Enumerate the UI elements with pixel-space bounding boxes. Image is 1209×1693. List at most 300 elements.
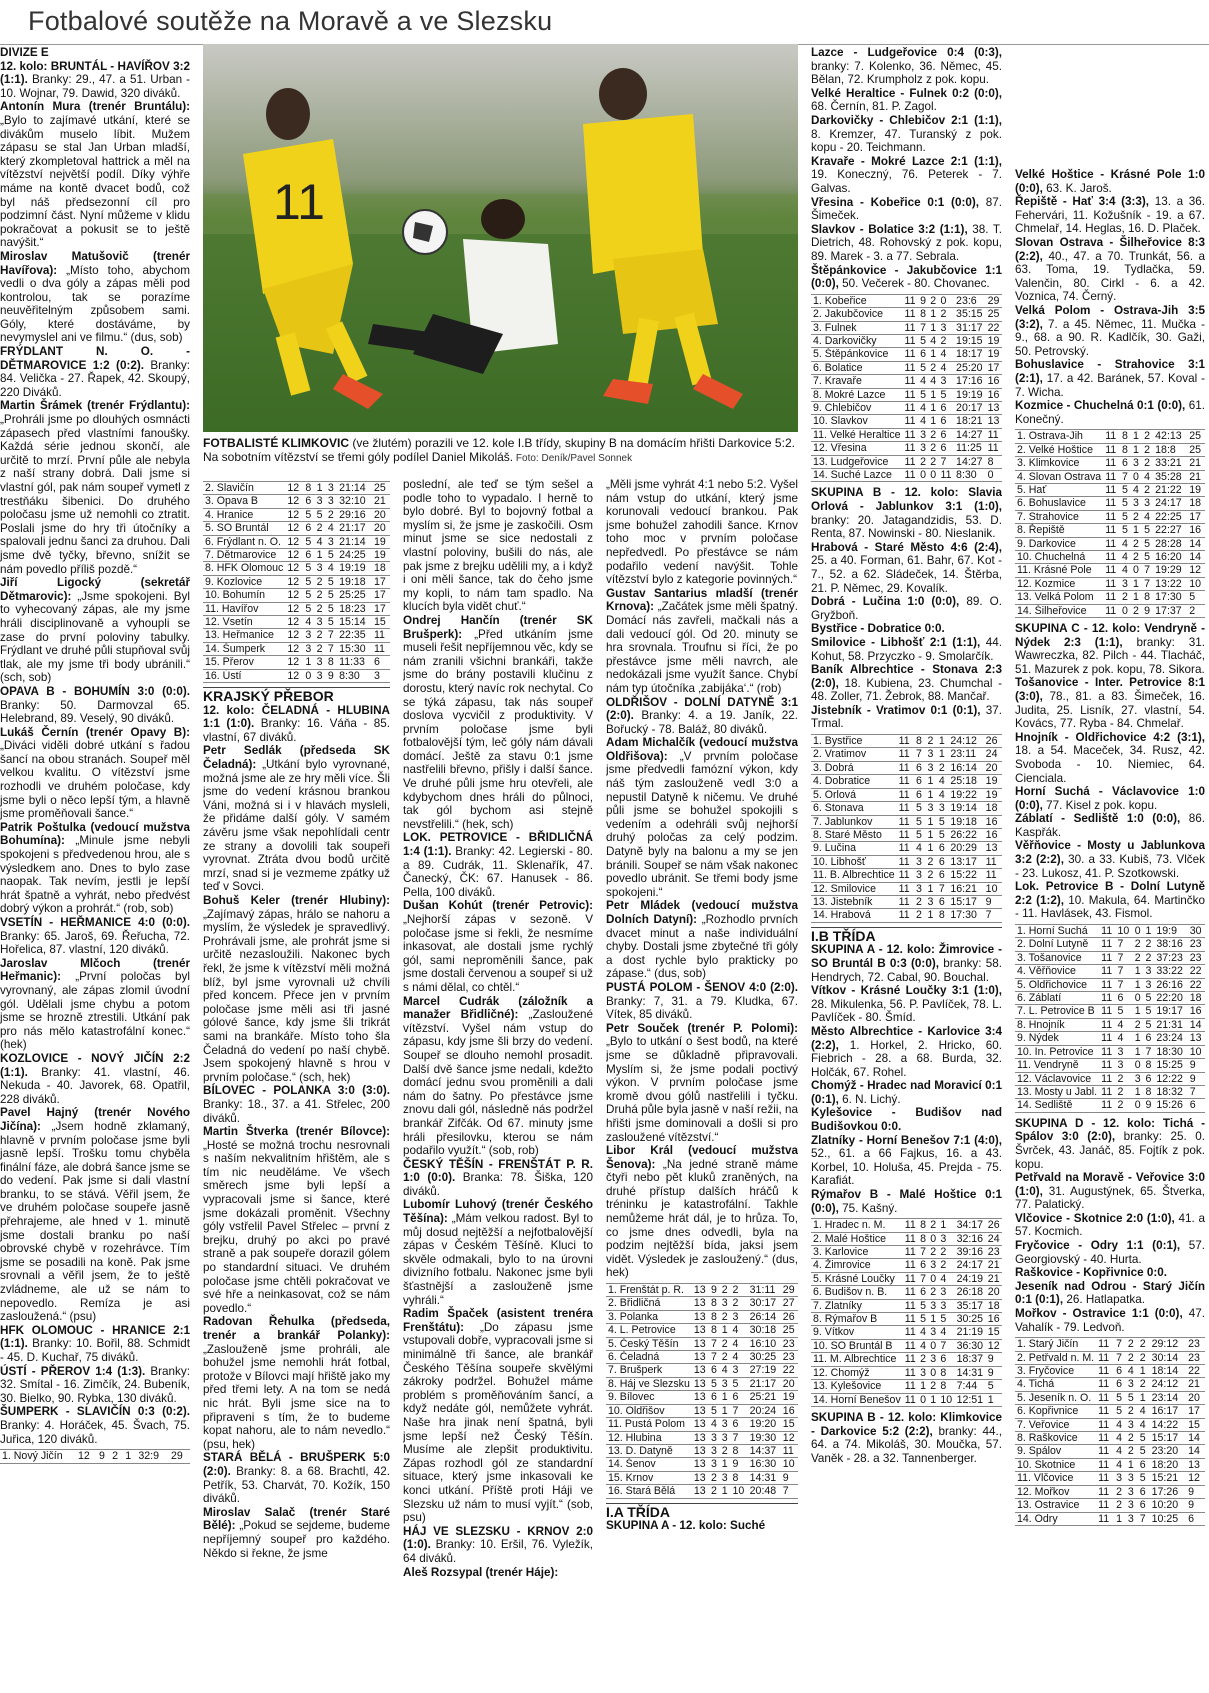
table-cell: 16 — [986, 1313, 1002, 1326]
table-cell: 5 — [1142, 537, 1153, 550]
table-cell: 5 — [918, 1299, 928, 1312]
table-cell: 24 — [984, 748, 1002, 761]
table-cell: 6 — [1138, 1485, 1150, 1498]
report-lead: Raškovice - Kopřivnice 0:0. — [1015, 1266, 1168, 1280]
report-lead: OPAVA B - BOHUMÍN 3:0 (0:0). — [0, 684, 190, 698]
table-cell: 12 — [285, 629, 303, 642]
table-cell: 4 — [709, 1418, 720, 1431]
report-paragraph — [403, 1525, 593, 1566]
table-cell: 19 — [372, 535, 390, 548]
table-cell: 4 — [326, 562, 337, 575]
team-name: 10. Bohumín — [203, 589, 285, 602]
table-cell: 2 — [709, 1471, 720, 1484]
table-cell: 5 — [1114, 1405, 1126, 1418]
table-cell: 8 — [1142, 591, 1153, 604]
table-cell: 33:22 — [1154, 965, 1187, 978]
table-cell: 11 — [1103, 550, 1120, 563]
column-krajsky-prebor-2 — [403, 478, 593, 1693]
team-name: 3. Tošanovice — [1015, 951, 1099, 964]
team-name: 8. Háj ve Slezsku — [608, 1377, 690, 1390]
table-cell: 4 — [938, 1326, 954, 1339]
team-name: 10. In. Petrovice — [1015, 1045, 1099, 1058]
table-cell: 1 — [925, 909, 936, 922]
table-cell: 6 — [918, 1259, 928, 1272]
table-cell: 1 — [1144, 925, 1155, 938]
report-lead: Lubomír Luhový (trenér Českého Těšína): — [403, 1198, 593, 1226]
ib-group-d-results — [1015, 1117, 1205, 1335]
table-cell: 18:21 — [954, 415, 986, 428]
report-text: „Hosté se možná trochu nesrovnali s naším nekvalitním hřištěm, ale s tím nic neuděláme. Ve všech směrech jsme byli lepší a vypracovali jsme si šance, které jsme dokázali proměnit. Všechny góly vstřelil Pavel Střelec – první z brejku, druhý po akci po pravé straně a pak soupeře dorazil gólem po standardní situaci. Ve druhém poločase jsme chtěli pokračovat ve své hře a neinkasovat, což se nám povedlo.“ — [203, 1138, 390, 1315]
table-cell: 22 — [781, 1364, 798, 1377]
report-lead: HFK OLOMOUC - HRANICE 2:1 (1:1). — [0, 1323, 190, 1351]
table-cell: 6 — [709, 1391, 720, 1404]
team-name: 13. D. Datyně — [606, 1444, 692, 1457]
table-row — [811, 1286, 1002, 1299]
table-cell: 14 — [1188, 1018, 1205, 1031]
report-paragraph — [811, 87, 1002, 114]
standings-table — [0, 1449, 190, 1463]
table-row — [1015, 978, 1205, 991]
table-row — [203, 535, 390, 548]
report-text: Branky: 18., 37. a 41. Střelec, 200 diváků. — [203, 1097, 390, 1125]
table-cell: 4 — [937, 775, 948, 788]
column-divize — [0, 46, 190, 1693]
team-name: 5. Krásné Loučky — [811, 1272, 903, 1285]
table-cell: 12 — [285, 482, 303, 495]
table-cell: 5 — [1138, 1445, 1150, 1458]
team-name: 6. Kopřivnice — [1015, 1405, 1096, 1418]
report-text: „V prvním poločase jsme předvedli famózní výkon, kdy náš tým zaslouženě vedl 3:0 a nepustil Datyně k ničemu. Ve druhé půli jsme se bohužel spokojili s vedením a odehráli svůj nejhorší druhý poločas za celý podzim. Datyně byly na balonu a my se jen bránili. Soupeř se nám však nakonec povedlo ubránit. Se třemi body jsme spokojeni.“ — [606, 749, 798, 899]
table-cell: 6 — [939, 428, 955, 441]
table-cell: 11 — [1096, 1378, 1114, 1391]
table-row — [811, 869, 1002, 882]
report-paragraph — [811, 264, 1002, 291]
report-lead: ČESKÝ TĚŠÍN - FRENŠTÁT P. R. 1:0 (0:0). — [403, 1157, 593, 1185]
report-paragraph — [811, 155, 1002, 196]
table-cell: 7 — [1120, 470, 1131, 483]
team-name: 7. Dětmarovice — [203, 549, 285, 562]
table-row — [811, 882, 1002, 895]
table-cell: 15 — [1186, 1418, 1205, 1431]
table-cell: 2 — [918, 455, 928, 468]
team-name: 5. Orlová — [811, 788, 897, 801]
report-text: 68. Černín, 81. P. Zagol. — [811, 100, 937, 114]
table-cell: 5 — [1120, 510, 1131, 523]
table-row — [1015, 1059, 1205, 1072]
table-cell: 7 — [1115, 965, 1132, 978]
table-cell: 2 — [1142, 457, 1153, 470]
team-name: 13. Kylešovice — [811, 1380, 903, 1393]
report-text: 52., 61. a 66 Fajkus, 16. a 43. Korbel, 10. Holuša, 45. Prejda - 75. Karafiát. — [811, 1147, 1002, 1188]
report-lead: Smilovice - Libhošť 2:1 (1:1), — [811, 635, 981, 649]
report-text: 18. a 54. Maceček, 34. Rusz, 42. Svoboda - 10. Niemiec, 64. Cienciala. — [1015, 744, 1205, 785]
report-paragraph — [0, 957, 190, 1052]
table-cell: 25:20 — [954, 361, 986, 374]
report-lead: Baník Albrechtice - Stonava 2:3 (2:0), — [811, 663, 1002, 690]
table-cell: 11 — [897, 882, 914, 895]
table-cell: 3 — [303, 629, 314, 642]
report-lead: 12. kolo: BRUNTÁL - HAVÍŘOV 3:2 (1:1). — [0, 59, 190, 87]
table-row — [1015, 965, 1205, 978]
table-cell: 11 — [897, 828, 914, 841]
team-name: 7. Kravaře — [811, 375, 903, 388]
caption-text: (ve žlutém) porazili ve 12. kole I.B třídy, skupiny B na domácím hřišti Darkovice 5:2. Na sobotním vítězství se třemi góly podílel Daniel Mikoláš. — [203, 436, 795, 464]
table-cell: 11 — [903, 1272, 918, 1285]
standings-table — [203, 481, 390, 683]
table-cell: 5 — [937, 828, 948, 841]
table-cell: 16 — [1187, 524, 1205, 537]
team-name: 5. Jeseník n. O. — [1015, 1391, 1096, 1404]
report-lead: Fryčovice - Odry 1:1 (0:1), — [1015, 1239, 1181, 1253]
table-cell: 3 — [1126, 1472, 1138, 1485]
table-row — [811, 334, 1002, 347]
table-cell: 33:21 — [1153, 457, 1187, 470]
table-cell: 13 — [1186, 1458, 1205, 1471]
report-paragraph — [0, 1106, 190, 1324]
table-cell: 25 — [986, 308, 1002, 321]
table-row — [1015, 1405, 1205, 1418]
table-cell: 3 — [326, 495, 337, 508]
report-text: Branky: 10. Bořil, 88. Schmidt - 45. D. Kuchař, 75 diváků. — [0, 1337, 190, 1364]
report-paragraph — [0, 576, 190, 685]
report-lead: Miroslav Salač (trenér Staré Bělé): — [203, 1505, 390, 1533]
table-cell: 11 — [986, 442, 1002, 455]
report-lead: Slovan Ostrava - Šilheřovice 8:3 (2:2), — [1015, 235, 1205, 263]
table-row — [1015, 1365, 1205, 1378]
report-text: Branky: 7, 31. a 79. Kludka, 67. Vítek, 85 diváků. — [606, 994, 798, 1022]
team-name: 8. Rýmařov B — [811, 1313, 903, 1326]
team-name: 14. Horní Benešov — [813, 1393, 901, 1406]
report-text: 47. Vahalík - 79. Ledvoň. — [1015, 1307, 1205, 1334]
report-text: 10. Makula, 64. Martinčko - 11. Havlásek, 43. Fismol. — [1015, 893, 1205, 921]
krajsky-prebor-table — [606, 1283, 798, 1499]
table-cell: 1 — [925, 882, 936, 895]
table-cell: 12 — [781, 1431, 798, 1444]
table-cell: 3 — [1126, 1378, 1138, 1391]
table-cell: 23:11 — [948, 748, 983, 761]
table-cell: 23 — [986, 1246, 1002, 1259]
table-row — [811, 909, 1002, 922]
report-lead: Libor Král (vedoucí mužstva Šenova): — [606, 1144, 798, 1171]
table-cell: 11 — [1099, 978, 1115, 991]
table-cell: 1 — [1131, 577, 1142, 590]
report-paragraph — [811, 196, 1002, 223]
table-cell: 26:22 — [948, 828, 983, 841]
table-cell: 6 — [914, 775, 925, 788]
table-cell: 5 — [709, 1404, 720, 1417]
table-cell: 12:22 — [1154, 1072, 1187, 1085]
table-cell: 2 — [928, 361, 938, 374]
report-paragraph — [0, 1052, 190, 1106]
report-paragraph — [811, 1106, 1002, 1133]
table-cell: 18:20 — [1150, 1458, 1186, 1471]
table-cell: 16 — [1188, 1005, 1205, 1018]
table-cell: 4 — [918, 415, 928, 428]
table-cell: 11 — [1096, 1485, 1114, 1498]
table-cell: 7 — [984, 909, 1002, 922]
table-cell: 2 — [1133, 1018, 1144, 1031]
table-cell: 2 — [709, 1485, 720, 1498]
table-row — [1015, 550, 1205, 563]
report-lead: Jistebník - Vratimov 0:1 (0:1), — [811, 703, 981, 717]
table-cell: 9 — [986, 1366, 1002, 1379]
table-cell: 11 — [1099, 1099, 1115, 1112]
table-cell: 7 — [1114, 1351, 1126, 1364]
table-row — [1015, 1045, 1205, 1058]
table-cell: 21:14 — [337, 482, 372, 495]
table-cell: 8 — [986, 455, 1002, 468]
photo-credit: Foto: Deník/Pavel Sonnek — [513, 453, 633, 464]
table-row — [1015, 1351, 1205, 1364]
table-cell: 4 — [1120, 564, 1131, 577]
table-cell: 14:31 — [955, 1366, 986, 1379]
table-cell: 11 — [903, 361, 919, 374]
table-cell: 18 — [372, 562, 390, 575]
report-paragraph — [1015, 1212, 1205, 1239]
team-name: 1. Nový Jičín — [0, 1450, 76, 1463]
team-name: 7. L. Petrovice B — [1015, 1005, 1099, 1018]
table-cell: 1 — [1126, 1458, 1138, 1471]
report-lead: Marcel Cudrák (záložník a manažer Břidličné): — [403, 994, 593, 1022]
table-row — [811, 1246, 1002, 1259]
report-paragraph — [1015, 168, 1205, 195]
team-name: 4. Hranice — [203, 508, 285, 521]
table-cell: 34:17 — [955, 1219, 986, 1232]
table-cell: 19 — [986, 334, 1002, 347]
table-cell: 3 — [918, 442, 928, 455]
report-text: „První poločas byl vyrovnaný, ale zápas zlomil úvodní gól. Udělali jsme chybu a potom jsme se hrozně ztrestili. Utkání pak pro nás mělo katastrofální konec.“ (hek) — [0, 970, 190, 1052]
table-cell: 6 — [1114, 1365, 1126, 1378]
table-row — [203, 549, 390, 562]
column-krajsky-prebor-3 — [606, 478, 798, 1693]
table-cell: 17 — [986, 361, 1002, 374]
team-name: 6. Čeladná — [606, 1351, 692, 1364]
table-cell: 13:22 — [1153, 577, 1187, 590]
table-cell: 11 — [1096, 1405, 1114, 1418]
table-cell: 2 — [1144, 951, 1155, 964]
ib-group-b-table — [1015, 429, 1205, 618]
table-cell: 8 — [731, 1471, 748, 1484]
report-paragraph — [1015, 195, 1205, 236]
table-cell: 3 — [928, 1353, 938, 1366]
table-row — [203, 482, 390, 495]
table-cell: 3 — [1131, 497, 1142, 510]
report-paragraph — [1015, 1307, 1205, 1334]
report-paragraph — [1015, 304, 1205, 358]
table-row — [1015, 992, 1205, 1005]
team-name: 4. Žimrovice — [811, 1259, 903, 1272]
report-paragraph — [811, 1411, 1002, 1465]
team-name: 7. Jablunkov — [811, 815, 897, 828]
team-name: 5. SO Bruntál — [203, 522, 285, 535]
report-paragraph — [1015, 1239, 1205, 1266]
table-row — [1015, 925, 1205, 938]
table-cell: 6 — [731, 1391, 748, 1404]
table-cell: 1 — [1133, 1085, 1144, 1098]
team-name: 8. Řepiště — [1015, 524, 1103, 537]
table-cell: 10 — [1187, 577, 1205, 590]
table-cell: 2 — [315, 602, 326, 615]
table-cell: 3 — [1115, 1059, 1132, 1072]
table-cell: 3 — [1126, 1499, 1138, 1512]
table-cell: 18 — [1187, 497, 1205, 510]
table-row — [811, 468, 1002, 481]
team-name: 13. Ostravice — [1015, 1499, 1096, 1512]
table-cell: 11 — [372, 629, 390, 642]
table-cell: 6 — [1115, 992, 1132, 1005]
team-name: 4. Dobratice — [811, 775, 897, 788]
table-cell: 2 — [928, 1286, 938, 1299]
table-cell: 0 — [928, 1366, 938, 1379]
table-cell: 24:12 — [1150, 1378, 1186, 1391]
table-cell: 19:20 — [748, 1418, 781, 1431]
report-paragraph — [811, 622, 1002, 636]
team-name: 11. Vendryně — [1015, 1059, 1099, 1072]
report-lead: 12. kolo: ČELADNÁ - HLUBINA 1:1 (1:0). — [203, 703, 390, 731]
table-cell: 11 — [984, 869, 1002, 882]
table-cell: 25 — [781, 1324, 798, 1337]
report-text: „Místo toho, abychom vedli o dva góly a zápas měli pod kontrolou, tak se porazíme neuvěřitelným způsobem sami. Góly, které dostáváme, by nevymyslel ani ve filmu.“ (dus, sob) — [0, 263, 190, 345]
table-cell: 2 — [1126, 1445, 1138, 1458]
table-cell: 10 — [1115, 925, 1132, 938]
table-cell: 3 — [720, 1418, 731, 1431]
report-text: „Minule jsme nebyli spokojeni s předvedenou hrou, ale s výsledkem ano. Dnes to bylo zase naopak. Tak nevím, jestli je lepší hrát špatně a vyhrát, nebo předvést dobrý výkon a prohrát.“ (rob, sob) — [0, 834, 190, 916]
table-cell: 2 — [1138, 1378, 1150, 1391]
table-cell: 11 — [1103, 591, 1120, 604]
team-name: 11. B. Albrechtice — [813, 869, 895, 882]
table-cell: 11 — [897, 815, 914, 828]
team-name: 4. L. Petrovice — [606, 1324, 692, 1337]
report-lead: SKUPINA B - 12. kolo: Slavia Orlová - Jablunkov 3:1 (1:0), — [811, 486, 1002, 513]
report-lead: Petr Sedlák (předseda SK Čeladná): — [203, 744, 390, 772]
table-cell: 3 — [720, 1471, 731, 1484]
table-cell: 2 — [1131, 604, 1142, 617]
table-cell: 11 — [903, 1339, 918, 1352]
report-text: „Pokud se sejdeme, budeme nepříjemný soupeř pro každého. Někdo si řekne, že jsme — [203, 1519, 390, 1560]
table-cell: 7 — [1138, 1512, 1150, 1525]
table-cell: 1 — [937, 748, 948, 761]
table-cell: 26 — [781, 1310, 798, 1323]
table-cell: 21:22 — [1153, 483, 1187, 496]
table-cell: 22:35 — [337, 629, 372, 642]
table-cell: 5 — [986, 1380, 1002, 1393]
table-row — [606, 1444, 798, 1457]
team-name: 12. Václavovice — [1015, 1072, 1099, 1085]
table-cell: 10 — [1188, 1045, 1205, 1058]
table-cell: 11 — [897, 775, 914, 788]
report-paragraph — [203, 704, 390, 745]
table-cell: 18:37 — [955, 1353, 986, 1366]
table-cell: 19:18 — [337, 575, 372, 588]
report-text: „Bylo to zajímavé utkání, které se divákům muselo líbit. Mužem zápasu se stal Jan Urban mladší, který zkompletoval hattrick a měl na vítězství největší podíl. Díky výhře máme na kontě dvacet bodů, což byl náš předsezonní cíl pro podzimní část. Nyní můžeme v klidu pokračovat a pokusit se to ještě navýšit.“ — [0, 113, 190, 250]
table-cell: 5 — [1115, 1005, 1132, 1018]
table-cell: 5 — [315, 508, 326, 521]
table-cell: 1 — [938, 1219, 954, 1232]
table-cell: 0 — [1133, 992, 1144, 1005]
table-cell: 4 — [918, 1339, 928, 1352]
table-cell: 25:21 — [748, 1391, 781, 1404]
report-text: Branky: 4. Horáček, 45. Švach, 75. Juřica, 120 diváků. — [0, 1418, 190, 1446]
table-cell: 17:30 — [948, 909, 983, 922]
table-cell: 11 — [897, 761, 914, 774]
report-paragraph — [403, 831, 593, 899]
table-cell: 11 — [897, 895, 914, 908]
table-cell: 10:20 — [1150, 1499, 1186, 1512]
table-cell: 7 — [1144, 1045, 1155, 1058]
table-cell: 11:33 — [337, 656, 372, 669]
report-text: „Bylo to utkání o šest bodů, na které jsme se důkladně připravovali. Myslím si, že jsme podali poctivý výkon. V prvním poločase jsme kromě dvou gólů nastřelili i tyčku. Druhá půle byla jasně v naší režii, na hřišti jsme dominovali a došli si pro zasloužené vítězství.“ — [606, 1035, 798, 1144]
table-cell: 6 — [939, 401, 955, 414]
table-cell: 7 — [1115, 938, 1132, 951]
table-cell: 1 — [303, 656, 314, 669]
team-name: 9. Vítkov — [811, 1326, 903, 1339]
table-cell: 19 — [781, 1391, 798, 1404]
table-cell: 30 — [1188, 925, 1205, 938]
table-row — [811, 802, 1002, 815]
report-lead: Patrik Poštulka (vedoucí mužstva Bohumína): — [0, 820, 190, 848]
table-cell: 28:28 — [1153, 537, 1187, 550]
report-paragraph — [0, 399, 190, 576]
report-text: Branky: 32. Smítal - 16. Zimčík, 24. Bubeník, 30. Bielko, 90. Rybka, 130 diváků. — [0, 1364, 190, 1405]
table-cell: 6 — [1120, 457, 1131, 470]
table-cell: 2 — [1126, 1432, 1138, 1445]
table-cell: 21:14 — [337, 535, 372, 548]
report-lead: Kozmice - Chuchelná 0:1 (0:0), — [1015, 399, 1186, 413]
table-cell: 4 — [1131, 483, 1142, 496]
table-row — [203, 589, 390, 602]
team-name: 2. Slavičín — [203, 482, 285, 495]
table-cell: 2 — [315, 522, 326, 535]
table-cell: 8 — [918, 1232, 928, 1245]
team-name: 14. Sedliště — [1015, 1099, 1099, 1112]
team-name: 2. Dolní Lutyně — [1015, 938, 1099, 951]
table-cell: 3 — [1131, 457, 1142, 470]
report-lead: FRÝDLANT N. O. - DĚTMAROVICE 1:2 (0:2). — [0, 345, 190, 372]
report-paragraph — [403, 1158, 593, 1199]
table-cell: 2 — [1126, 1351, 1138, 1364]
table-cell: 1 — [720, 1391, 731, 1404]
table-cell: 7 — [914, 748, 925, 761]
table-cell: 16:17 — [1150, 1405, 1186, 1418]
report-lead: Bohuš Keler (trenér Hlubiny): — [203, 894, 390, 907]
team-name: 8. HFK Olomouc — [205, 562, 284, 575]
team-name: 3. Karlovice — [811, 1246, 903, 1259]
table-cell: 11 — [903, 308, 919, 321]
table-cell: 20 — [372, 508, 390, 521]
table-cell: 3 — [709, 1444, 720, 1457]
team-name: 1. Horní Suchá — [1015, 925, 1099, 938]
table-cell: 6 — [303, 495, 314, 508]
table-cell: 4 — [1114, 1445, 1126, 1458]
table-cell: 15:30 — [337, 642, 372, 655]
ia-group-b-results — [811, 486, 1002, 731]
team-name: 6. Budišov n. B. — [811, 1286, 903, 1299]
table-cell: 25 — [1187, 430, 1205, 443]
report-paragraph — [606, 981, 798, 1022]
table-cell: 12 — [285, 616, 303, 629]
table-row — [1015, 483, 1205, 496]
table-row — [1015, 443, 1205, 456]
team-name: 8. Mokré Lazce — [811, 388, 903, 401]
table-cell: 4 — [326, 522, 337, 535]
table-cell: 11 — [897, 855, 914, 868]
table-cell: 4 — [720, 1364, 731, 1377]
report-lead: LOK. PETROVICE - BŘIDLIČNÁ 1:4 (1:1). — [403, 831, 593, 859]
table-cell: 2 — [1138, 1338, 1150, 1351]
table-cell: 2 — [1131, 510, 1142, 523]
table-row — [1015, 564, 1205, 577]
table-cell: 32:10 — [337, 495, 372, 508]
